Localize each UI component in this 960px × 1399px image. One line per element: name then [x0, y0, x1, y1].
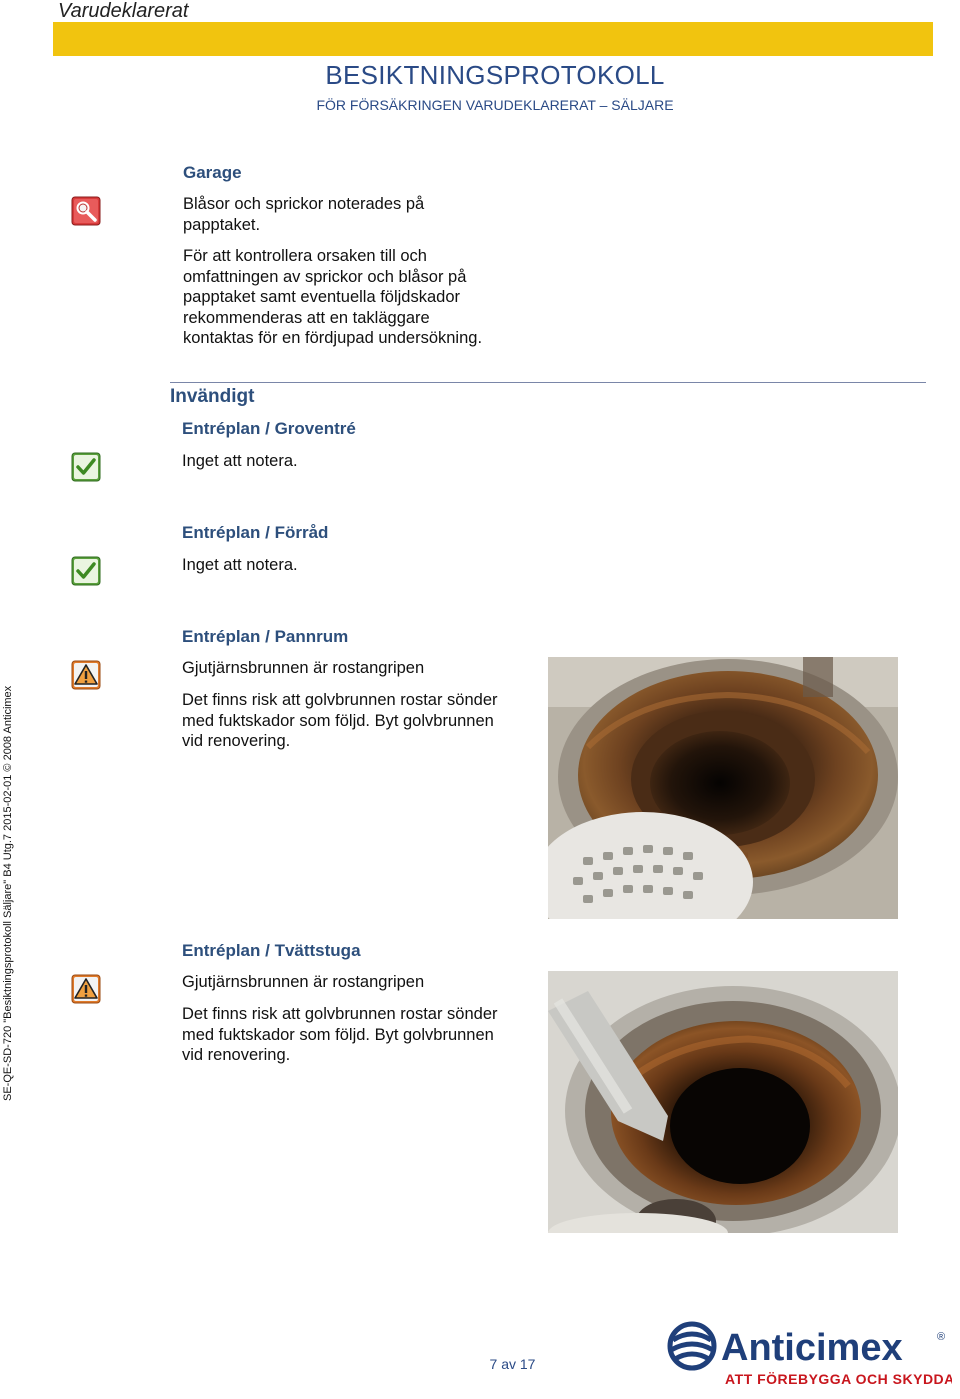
garage-finding-line1: Blåsor och sprickor noterades på — [183, 195, 425, 213]
pannrum-rec-line3: vid renovering. — [182, 732, 291, 750]
tvattstuga-heading: Entréplan / Tvättstuga — [182, 941, 361, 960]
logo-wordmark: Anticimex — [721, 1327, 903, 1369]
garage-finding-line2: papptaket. — [183, 215, 261, 234]
document-subtitle: FÖR FÖRSÄKRINGEN VARUDEKLARERAT – SÄLJARE — [316, 97, 674, 113]
pannrum-rec-line2: med fuktskador som följd. Byt golvbrunnen — [182, 711, 494, 730]
garage-rec-line3: papptaket samt eventuella följdskador — [183, 288, 461, 306]
pannrum-rec-line1: Det finns risk att golvbrunnen rostar sönder — [182, 691, 498, 709]
checkmark-icon — [71, 452, 101, 482]
groventre-text: Inget att notera. — [182, 452, 298, 470]
warning-icon — [71, 660, 101, 690]
tvattstuga-rec-line2: med fuktskador som följd. Byt golvbrunnen — [182, 1025, 494, 1044]
document-title: BESIKTNINGSPROTOKOLL — [325, 60, 665, 90]
pannrum-recommendation — [182, 690, 498, 752]
tvattstuga-rec-line3: vid renovering. — [182, 1046, 291, 1064]
garage-rec-line4: rekommenderas att en takläggare — [183, 308, 430, 327]
logo-registered: ® — [937, 1331, 946, 1343]
anticimex-emblem-icon — [670, 1324, 714, 1368]
garage-rec-line1: För att kontrollera orsaken till och — [183, 247, 427, 265]
tvattstuga-finding: Gjutjärnsbrunnen är rostangripen — [182, 973, 425, 991]
magnifier-icon — [71, 196, 101, 226]
groventre-heading: Entréplan / Groventré — [182, 419, 356, 438]
tvattstuga-drain-photo — [548, 971, 898, 1233]
section-divider — [170, 382, 926, 383]
pannrum-drain-photo — [548, 657, 898, 919]
document-reference: SE-QE-SD-720 "Besiktningsprotokoll Säljare" B4 Utg.7 2015-02-01 © 2008 Anticimex — [2, 685, 14, 1101]
forrad-heading: Entréplan / Förråd — [182, 523, 329, 542]
pannrum-finding: Gjutjärnsbrunnen är rostangripen — [182, 659, 425, 677]
garage-rec-line5: kontaktas för en fördjupad undersökning. — [183, 329, 483, 347]
brand-name: Varudeklarerat — [58, 0, 189, 22]
garage-finding — [183, 194, 424, 235]
checkmark-icon — [71, 556, 101, 586]
section-title-invandigt: Invändigt — [170, 386, 255, 407]
forrad-text: Inget att notera. — [182, 556, 298, 574]
page-number: 7 av 17 — [489, 1356, 536, 1372]
tvattstuga-rec-line1: Det finns risk att golvbrunnen rostar sönder — [182, 1005, 498, 1023]
garage-recommendation — [183, 246, 482, 349]
tvattstuga-recommendation — [182, 1004, 498, 1066]
pannrum-heading: Entréplan / Pannrum — [182, 627, 349, 646]
anticimex-logo — [667, 1320, 952, 1390]
garage-heading: Garage — [183, 163, 242, 182]
warning-icon — [71, 974, 101, 1004]
garage-rec-line2: omfattningen av sprickor och blåsor på — [183, 267, 467, 286]
logo-tagline: ATT FÖREBYGGA OCH SKYDDA — [725, 1371, 952, 1387]
header-bar — [53, 22, 933, 56]
